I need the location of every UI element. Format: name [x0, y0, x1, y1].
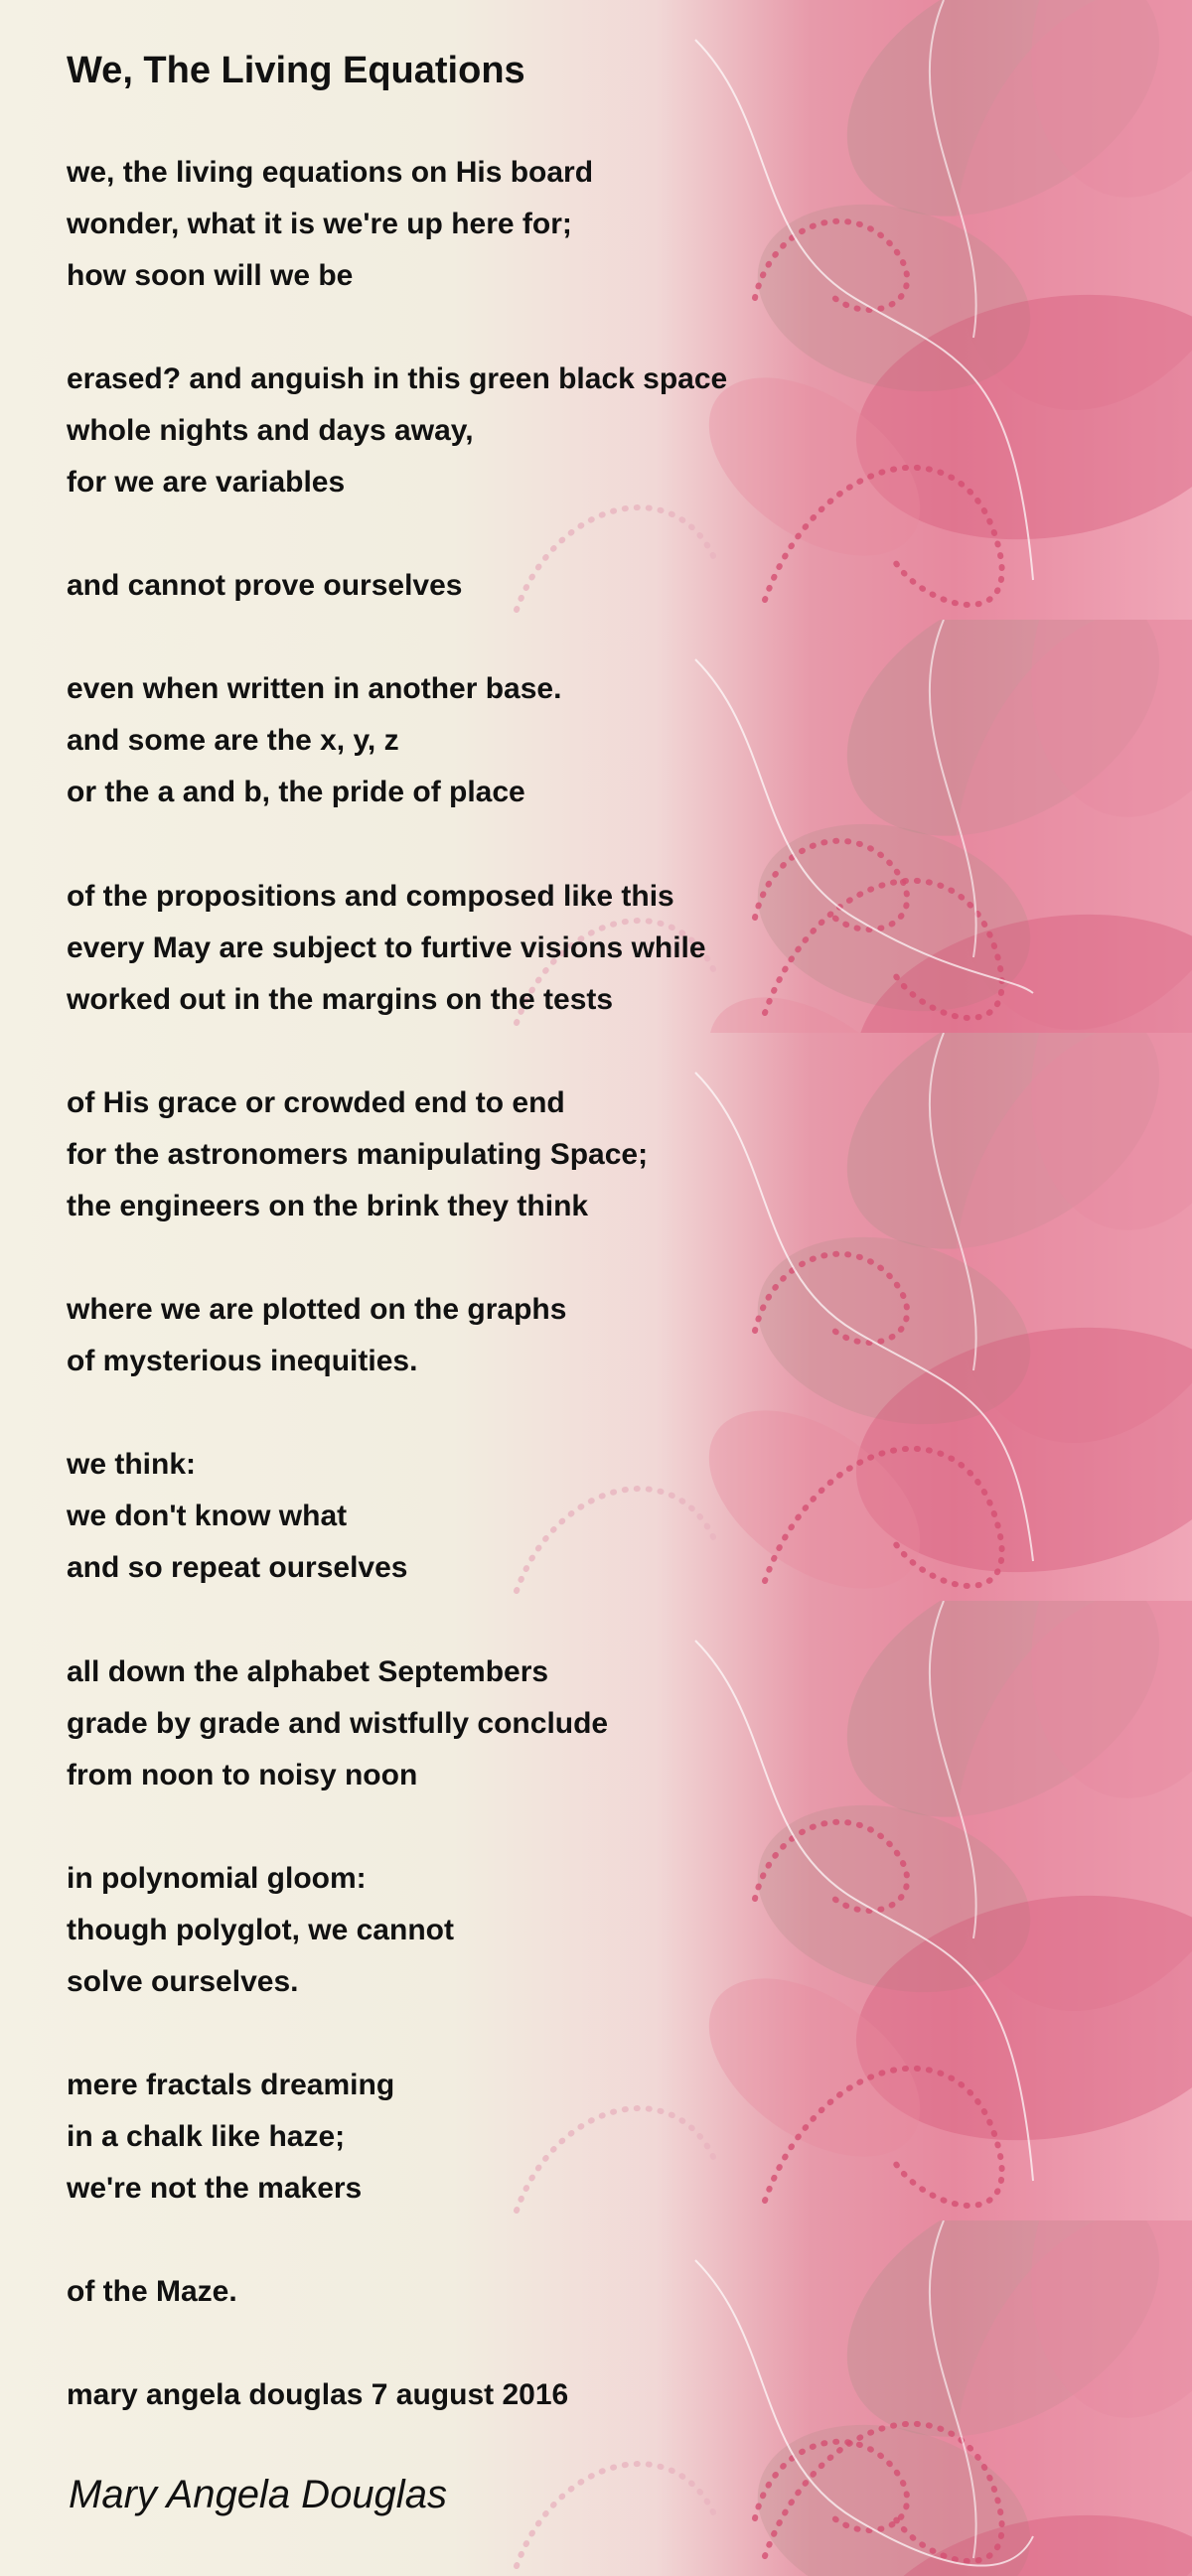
poem-line: we think:: [67, 1448, 197, 1481]
poem-line: of mysterious inequities.: [67, 1345, 418, 1377]
stanza-7: [67, 1284, 566, 1387]
poem-line: and so repeat ourselves: [67, 1551, 408, 1584]
stanza-11: [67, 2060, 394, 2215]
poem-line: from noon to noisy noon: [67, 1759, 418, 1791]
stanza-1: [67, 147, 593, 302]
poem-line: even when written in another base.: [67, 672, 562, 705]
poem-line: solve ourselves.: [67, 1965, 299, 1998]
poem-line: whole nights and days away,: [67, 414, 474, 447]
poem-line: mary angela douglas 7 august 2016: [67, 2378, 569, 2411]
poem-line: of His grace or crowded end to end: [67, 1086, 565, 1119]
poem-line: the engineers on the brink they think: [67, 1190, 589, 1222]
poem-line: we're not the makers: [67, 2172, 363, 2205]
poem-line: and some are the x, y, z: [67, 724, 399, 757]
stanza-8: [67, 1439, 407, 1594]
poem-line: we don't know what: [67, 1500, 348, 1532]
stanza-6: [67, 1077, 648, 1232]
poem-line: in polynomial gloom:: [67, 1862, 367, 1895]
poem-line: erased? and anguish in this green black space: [67, 362, 728, 395]
poem-line: and cannot prove ourselves: [67, 569, 463, 602]
stanza-9: [67, 1646, 608, 1801]
poem-line: in a chalk like haze;: [67, 2120, 346, 2153]
stanza-12: [67, 2266, 237, 2318]
poem-line: though polyglot, we cannot: [67, 1914, 454, 1946]
stanza-5: [67, 871, 706, 1026]
poem-line: of the propositions and composed like this: [67, 880, 674, 913]
poem-line: for we are variables: [67, 466, 346, 499]
poem-line: we, the living equations on His board: [67, 156, 594, 189]
poem-date-line: [67, 2369, 568, 2421]
stanza-3: [67, 560, 462, 612]
poem-line: worked out in the margins on the tests: [67, 983, 614, 1016]
poem-line: of the Maze.: [67, 2275, 237, 2308]
stanza-10: [67, 1853, 454, 2008]
poem-line: grade by grade and wistfully conclude: [67, 1707, 609, 1740]
poem-line: wonder, what it is we're up here for;: [67, 208, 572, 240]
poem-line: how soon will we be: [67, 259, 354, 292]
poem-line: for the astronomers manipulating Space;: [67, 1138, 649, 1171]
poem-line: where we are plotted on the graphs: [67, 1293, 567, 1326]
poem-line: mere fractals dreaming: [67, 2069, 395, 2101]
poem-title: We, The Living Equations: [67, 50, 525, 91]
poem-line: or the a and b, the pride of place: [67, 776, 525, 808]
author-signature: Mary Angela Douglas: [69, 2473, 447, 2516]
poem-line: all down the alphabet Septembers: [67, 1655, 549, 1688]
stanza-4: [67, 663, 561, 818]
poem-line: every May are subject to furtive visions while: [67, 931, 706, 964]
stanza-2: [67, 354, 727, 508]
